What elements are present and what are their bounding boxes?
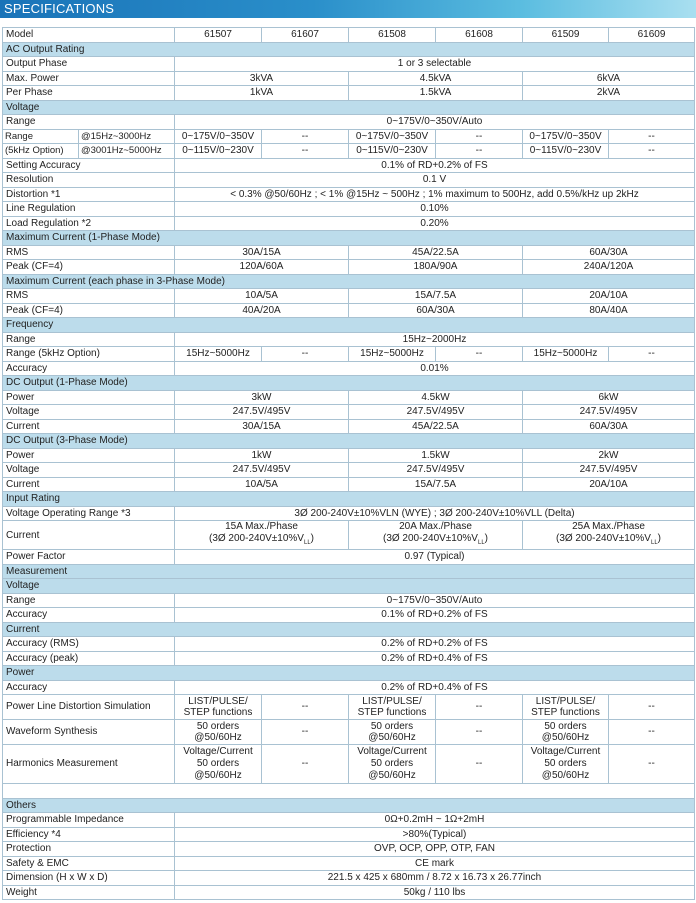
row-value: < 0.3% @50/60Hz ; < 1% @15Hz ~ 500Hz ; 1% maximum to 500Hz, add 0.5%/kHz up 2kHz xyxy=(175,187,695,202)
row-value: 247.5V/495V xyxy=(175,463,349,478)
row-value: 0~175V/0~350V xyxy=(349,129,436,144)
table-row xyxy=(3,521,695,550)
row-label: Weight xyxy=(3,885,175,900)
row-value: 0.10% xyxy=(175,202,695,217)
row-value: 0~175V/0~350V/Auto xyxy=(175,115,695,130)
row-label: Voltage xyxy=(3,405,175,420)
row-value: -- xyxy=(262,129,349,144)
table-row xyxy=(3,506,695,521)
row-value: 30A/15A xyxy=(175,245,349,260)
row-label: Output Phase xyxy=(3,57,175,72)
table-row xyxy=(3,86,695,101)
row-value: 1.5kW xyxy=(349,448,523,463)
table-row xyxy=(3,318,695,333)
row-value: -- xyxy=(609,745,695,784)
row-value: Voltage/Current 50 orders @50/60Hz xyxy=(523,745,609,784)
row-label: Max. Power xyxy=(3,71,175,86)
model-header: 61508 xyxy=(349,28,436,43)
row-value: 0.2% of RD+0.4% of FS xyxy=(175,680,695,695)
row-value: LIST/PULSE/ STEP functions xyxy=(349,695,436,720)
row-label: Power Line Distortion Simulation xyxy=(3,695,175,720)
table-row xyxy=(3,680,695,695)
row-label: Protection xyxy=(3,842,175,857)
row-value: -- xyxy=(436,144,523,159)
table-row xyxy=(3,871,695,886)
table-row xyxy=(3,361,695,376)
row-value: -- xyxy=(262,347,349,362)
table-row xyxy=(3,720,695,745)
table-row xyxy=(3,842,695,857)
row-label: Harmonics Measurement xyxy=(3,745,175,784)
row-value: 0~115V/0~230V xyxy=(523,144,609,159)
row-value: 247.5V/495V xyxy=(349,463,523,478)
table-row xyxy=(3,608,695,623)
section-header: DC Output (1-Phase Mode) xyxy=(3,376,695,391)
table-row xyxy=(3,419,695,434)
row-label: Accuracy (peak) xyxy=(3,651,175,666)
row-value: 0.97 (Typical) xyxy=(175,550,695,565)
table-row xyxy=(3,57,695,72)
row-label: Voltage xyxy=(3,463,175,478)
table-row xyxy=(3,695,695,720)
row-sublabel: @15Hz~3000Hz xyxy=(79,129,175,144)
row-value: 0~175V/0~350V/Auto xyxy=(175,593,695,608)
row-label: Accuracy (RMS) xyxy=(3,637,175,652)
specifications-banner xyxy=(0,0,696,18)
row-value: 240A/120A xyxy=(523,260,695,275)
row-label: Efficiency *4 xyxy=(3,827,175,842)
row-label: Distortion *1 xyxy=(3,187,175,202)
table-row xyxy=(3,622,695,637)
table-row xyxy=(3,289,695,304)
row-label: Accuracy xyxy=(3,361,175,376)
table-row xyxy=(3,651,695,666)
table-row xyxy=(3,71,695,86)
row-value: 15Hz~5000Hz xyxy=(349,347,436,362)
row-value: 20A Max./Phase (3Ø $200-240V\pm 10\%V_{LL}$) xyxy=(349,521,523,550)
section-header: Voltage xyxy=(3,100,695,115)
table-row xyxy=(3,579,695,594)
row-value: 0.20% xyxy=(175,216,695,231)
row-value: 30A/15A xyxy=(175,419,349,434)
row-value: 4.5kVA xyxy=(349,71,523,86)
row-value: 0.2% of RD+0.4% of FS xyxy=(175,651,695,666)
table-row xyxy=(3,202,695,217)
table-row xyxy=(3,42,695,57)
row-value: Voltage/Current 50 orders @50/60Hz xyxy=(349,745,436,784)
row-label: Accuracy xyxy=(3,608,175,623)
row-value: 247.5V/495V xyxy=(523,405,695,420)
row-value: 0.2% of RD+0.2% of FS xyxy=(175,637,695,652)
table-row xyxy=(3,129,695,144)
row-label: Peak (CF=4) xyxy=(3,260,175,275)
table-row xyxy=(3,115,695,130)
table-row xyxy=(3,745,695,784)
row-label: Per Phase xyxy=(3,86,175,101)
row-value: -- xyxy=(609,347,695,362)
row-value: 60A/30A xyxy=(523,419,695,434)
row-value: 3Ø 200-240V±10%VLN (WYE) ; 3Ø 200-240V±10%VLL (Delta) xyxy=(175,506,695,521)
section-header: DC Output (3-Phase Mode) xyxy=(3,434,695,449)
row-value: 0~115V/0~230V xyxy=(349,144,436,159)
row-value: 6kW xyxy=(523,390,695,405)
row-value: 247.5V/495V xyxy=(349,405,523,420)
row-label: Power xyxy=(3,448,175,463)
table-row xyxy=(3,666,695,681)
table-row xyxy=(3,463,695,478)
table-row xyxy=(3,477,695,492)
table-row xyxy=(3,303,695,318)
row-value: -- xyxy=(262,720,349,745)
row-value: 50 orders @50/60Hz xyxy=(349,720,436,745)
row-value: -- xyxy=(436,720,523,745)
row-value: 15A/7.5A xyxy=(349,477,523,492)
table-row xyxy=(3,347,695,362)
row-value: 15Hz~2000Hz xyxy=(175,332,695,347)
row-value: 45A/22.5A xyxy=(349,419,523,434)
row-value: 50 orders @50/60Hz xyxy=(175,720,262,745)
row-value: 247.5V/495V xyxy=(523,463,695,478)
row-label: Range (5kHz Option) xyxy=(3,347,175,362)
row-value: 3kW xyxy=(175,390,349,405)
section-header: Frequency xyxy=(3,318,695,333)
row-label: RMS xyxy=(3,289,175,304)
row-value: 120A/60A xyxy=(175,260,349,275)
row-value: 10A/5A xyxy=(175,477,349,492)
table-row xyxy=(3,492,695,507)
row-value: 247.5V/495V xyxy=(175,405,349,420)
row-value: 0.1% of RD+0.2% of FS xyxy=(175,158,695,173)
row-value: 45A/22.5A xyxy=(349,245,523,260)
row-value: 1.5kVA xyxy=(349,86,523,101)
row-label: Current xyxy=(3,521,175,550)
row-value: 2kVA xyxy=(523,86,695,101)
row-label: (5kHz Option) xyxy=(3,144,79,159)
row-value: 1kVA xyxy=(175,86,349,101)
table-row xyxy=(3,231,695,246)
table-row xyxy=(3,564,695,579)
row-value: 40A/20A xyxy=(175,303,349,318)
table-row xyxy=(3,885,695,900)
row-label: Setting Accuracy xyxy=(3,158,175,173)
row-value: 10A/5A xyxy=(175,289,349,304)
table-row xyxy=(3,245,695,260)
table-row xyxy=(3,813,695,828)
row-value: 0.01% xyxy=(175,361,695,376)
section-header: Maximum Current (1-Phase Mode) xyxy=(3,231,695,246)
row-value: 0~175V/0~350V xyxy=(175,129,262,144)
banner-title: SPECIFICATIONS xyxy=(4,1,115,16)
row-value: 3kVA xyxy=(175,71,349,86)
model-header: 61507 xyxy=(175,28,262,43)
row-value: 1kW xyxy=(175,448,349,463)
row-label: Safety & EMC xyxy=(3,856,175,871)
table-row xyxy=(3,784,695,799)
row-label: Resolution xyxy=(3,173,175,188)
blank-cell xyxy=(3,784,695,799)
table-row xyxy=(3,260,695,275)
row-value: -- xyxy=(262,695,349,720)
table-row xyxy=(3,637,695,652)
specifications-table xyxy=(2,27,695,900)
table-row xyxy=(3,390,695,405)
row-value: 180A/90A xyxy=(349,260,523,275)
row-value: 4.5kW xyxy=(349,390,523,405)
row-value: 6kVA xyxy=(523,71,695,86)
row-label: Line Regulation xyxy=(3,202,175,217)
row-value: 0Ω+0.2mH ~ 1Ω+2mH xyxy=(175,813,695,828)
section-header: AC Output Rating xyxy=(3,42,695,57)
row-value: -- xyxy=(436,347,523,362)
row-label: Peak (CF=4) xyxy=(3,303,175,318)
row-value: 50 orders @50/60Hz xyxy=(523,720,609,745)
row-value: 60A/30A xyxy=(523,245,695,260)
row-label: Range xyxy=(3,129,79,144)
section-header: Measurement xyxy=(3,564,695,579)
table-row xyxy=(3,593,695,608)
row-value: -- xyxy=(262,745,349,784)
row-value: 221.5 x 425 x 680mm / 8.72 x 16.73 x 26.77inch xyxy=(175,871,695,886)
row-label: Model xyxy=(3,28,175,43)
row-value: 0.1% of RD+0.2% of FS xyxy=(175,608,695,623)
row-label: Range xyxy=(3,115,175,130)
row-value: 0~175V/0~350V xyxy=(523,129,609,144)
table-row xyxy=(3,376,695,391)
row-value: 2kW xyxy=(523,448,695,463)
row-value: -- xyxy=(436,745,523,784)
section-header: Voltage xyxy=(3,579,695,594)
table-row xyxy=(3,216,695,231)
row-value: 1 or 3 selectable xyxy=(175,57,695,72)
row-value: 80A/40A xyxy=(523,303,695,318)
table-row xyxy=(3,448,695,463)
row-value: -- xyxy=(436,129,523,144)
table-row xyxy=(3,28,695,43)
row-label: Power xyxy=(3,390,175,405)
row-value: OVP, OCP, OPP, OTP, FAN xyxy=(175,842,695,857)
table-row xyxy=(3,144,695,159)
model-header: 61609 xyxy=(609,28,695,43)
row-value: -- xyxy=(609,129,695,144)
row-value: -- xyxy=(436,695,523,720)
table-row xyxy=(3,405,695,420)
row-value: CE mark xyxy=(175,856,695,871)
table-row xyxy=(3,187,695,202)
row-value: 15A/7.5A xyxy=(349,289,523,304)
row-label: Current xyxy=(3,477,175,492)
row-value: >80%(Typical) xyxy=(175,827,695,842)
row-value: 0~115V/0~230V xyxy=(175,144,262,159)
model-header: 61607 xyxy=(262,28,349,43)
table-row xyxy=(3,100,695,115)
row-label: Accuracy xyxy=(3,680,175,695)
table-row xyxy=(3,434,695,449)
table-row xyxy=(3,173,695,188)
section-header: Power xyxy=(3,666,695,681)
row-value: -- xyxy=(609,144,695,159)
table-row xyxy=(3,856,695,871)
row-label: Dimension (H x W x D) xyxy=(3,871,175,886)
row-label: RMS xyxy=(3,245,175,260)
model-header: 61509 xyxy=(523,28,609,43)
row-value: 50kg / 110 lbs xyxy=(175,885,695,900)
row-value: 60A/30A xyxy=(349,303,523,318)
row-value: 0.1 V xyxy=(175,173,695,188)
row-sublabel: @3001Hz~5000Hz xyxy=(79,144,175,159)
row-value: -- xyxy=(609,695,695,720)
row-label: Current xyxy=(3,419,175,434)
row-label: Load Regulation *2 xyxy=(3,216,175,231)
row-value: 15Hz~5000Hz xyxy=(523,347,609,362)
table-row xyxy=(3,827,695,842)
row-value: -- xyxy=(609,720,695,745)
row-label: Waveform Synthesis xyxy=(3,720,175,745)
row-value: Voltage/Current 50 orders @50/60Hz xyxy=(175,745,262,784)
row-label: Voltage Operating Range *3 xyxy=(3,506,175,521)
section-header: Others xyxy=(3,798,695,813)
section-header: Input Rating xyxy=(3,492,695,507)
row-value: -- xyxy=(262,144,349,159)
row-label: Range xyxy=(3,593,175,608)
section-header: Current xyxy=(3,622,695,637)
row-label: Programmable Impedance xyxy=(3,813,175,828)
row-value: 15A Max./Phase (3Ø $200-240V\pm 10\%V_{LL}$) xyxy=(175,521,349,550)
row-value: LIST/PULSE/ STEP functions xyxy=(175,695,262,720)
table-row xyxy=(3,332,695,347)
row-value: 25A Max./Phase (3Ø $200-240V\pm 10\%V_{LL}$) xyxy=(523,521,695,550)
section-header: Maximum Current (each phase in 3-Phase Mode) xyxy=(3,274,695,289)
table-row xyxy=(3,550,695,565)
row-value: LIST/PULSE/ STEP functions xyxy=(523,695,609,720)
row-value: 20A/10A xyxy=(523,289,695,304)
model-header: 61608 xyxy=(436,28,523,43)
table-row xyxy=(3,798,695,813)
row-label: Range xyxy=(3,332,175,347)
row-value: 15Hz~5000Hz xyxy=(175,347,262,362)
row-value: 20A/10A xyxy=(523,477,695,492)
table-row xyxy=(3,158,695,173)
table-row xyxy=(3,274,695,289)
row-label: Power Factor xyxy=(3,550,175,565)
